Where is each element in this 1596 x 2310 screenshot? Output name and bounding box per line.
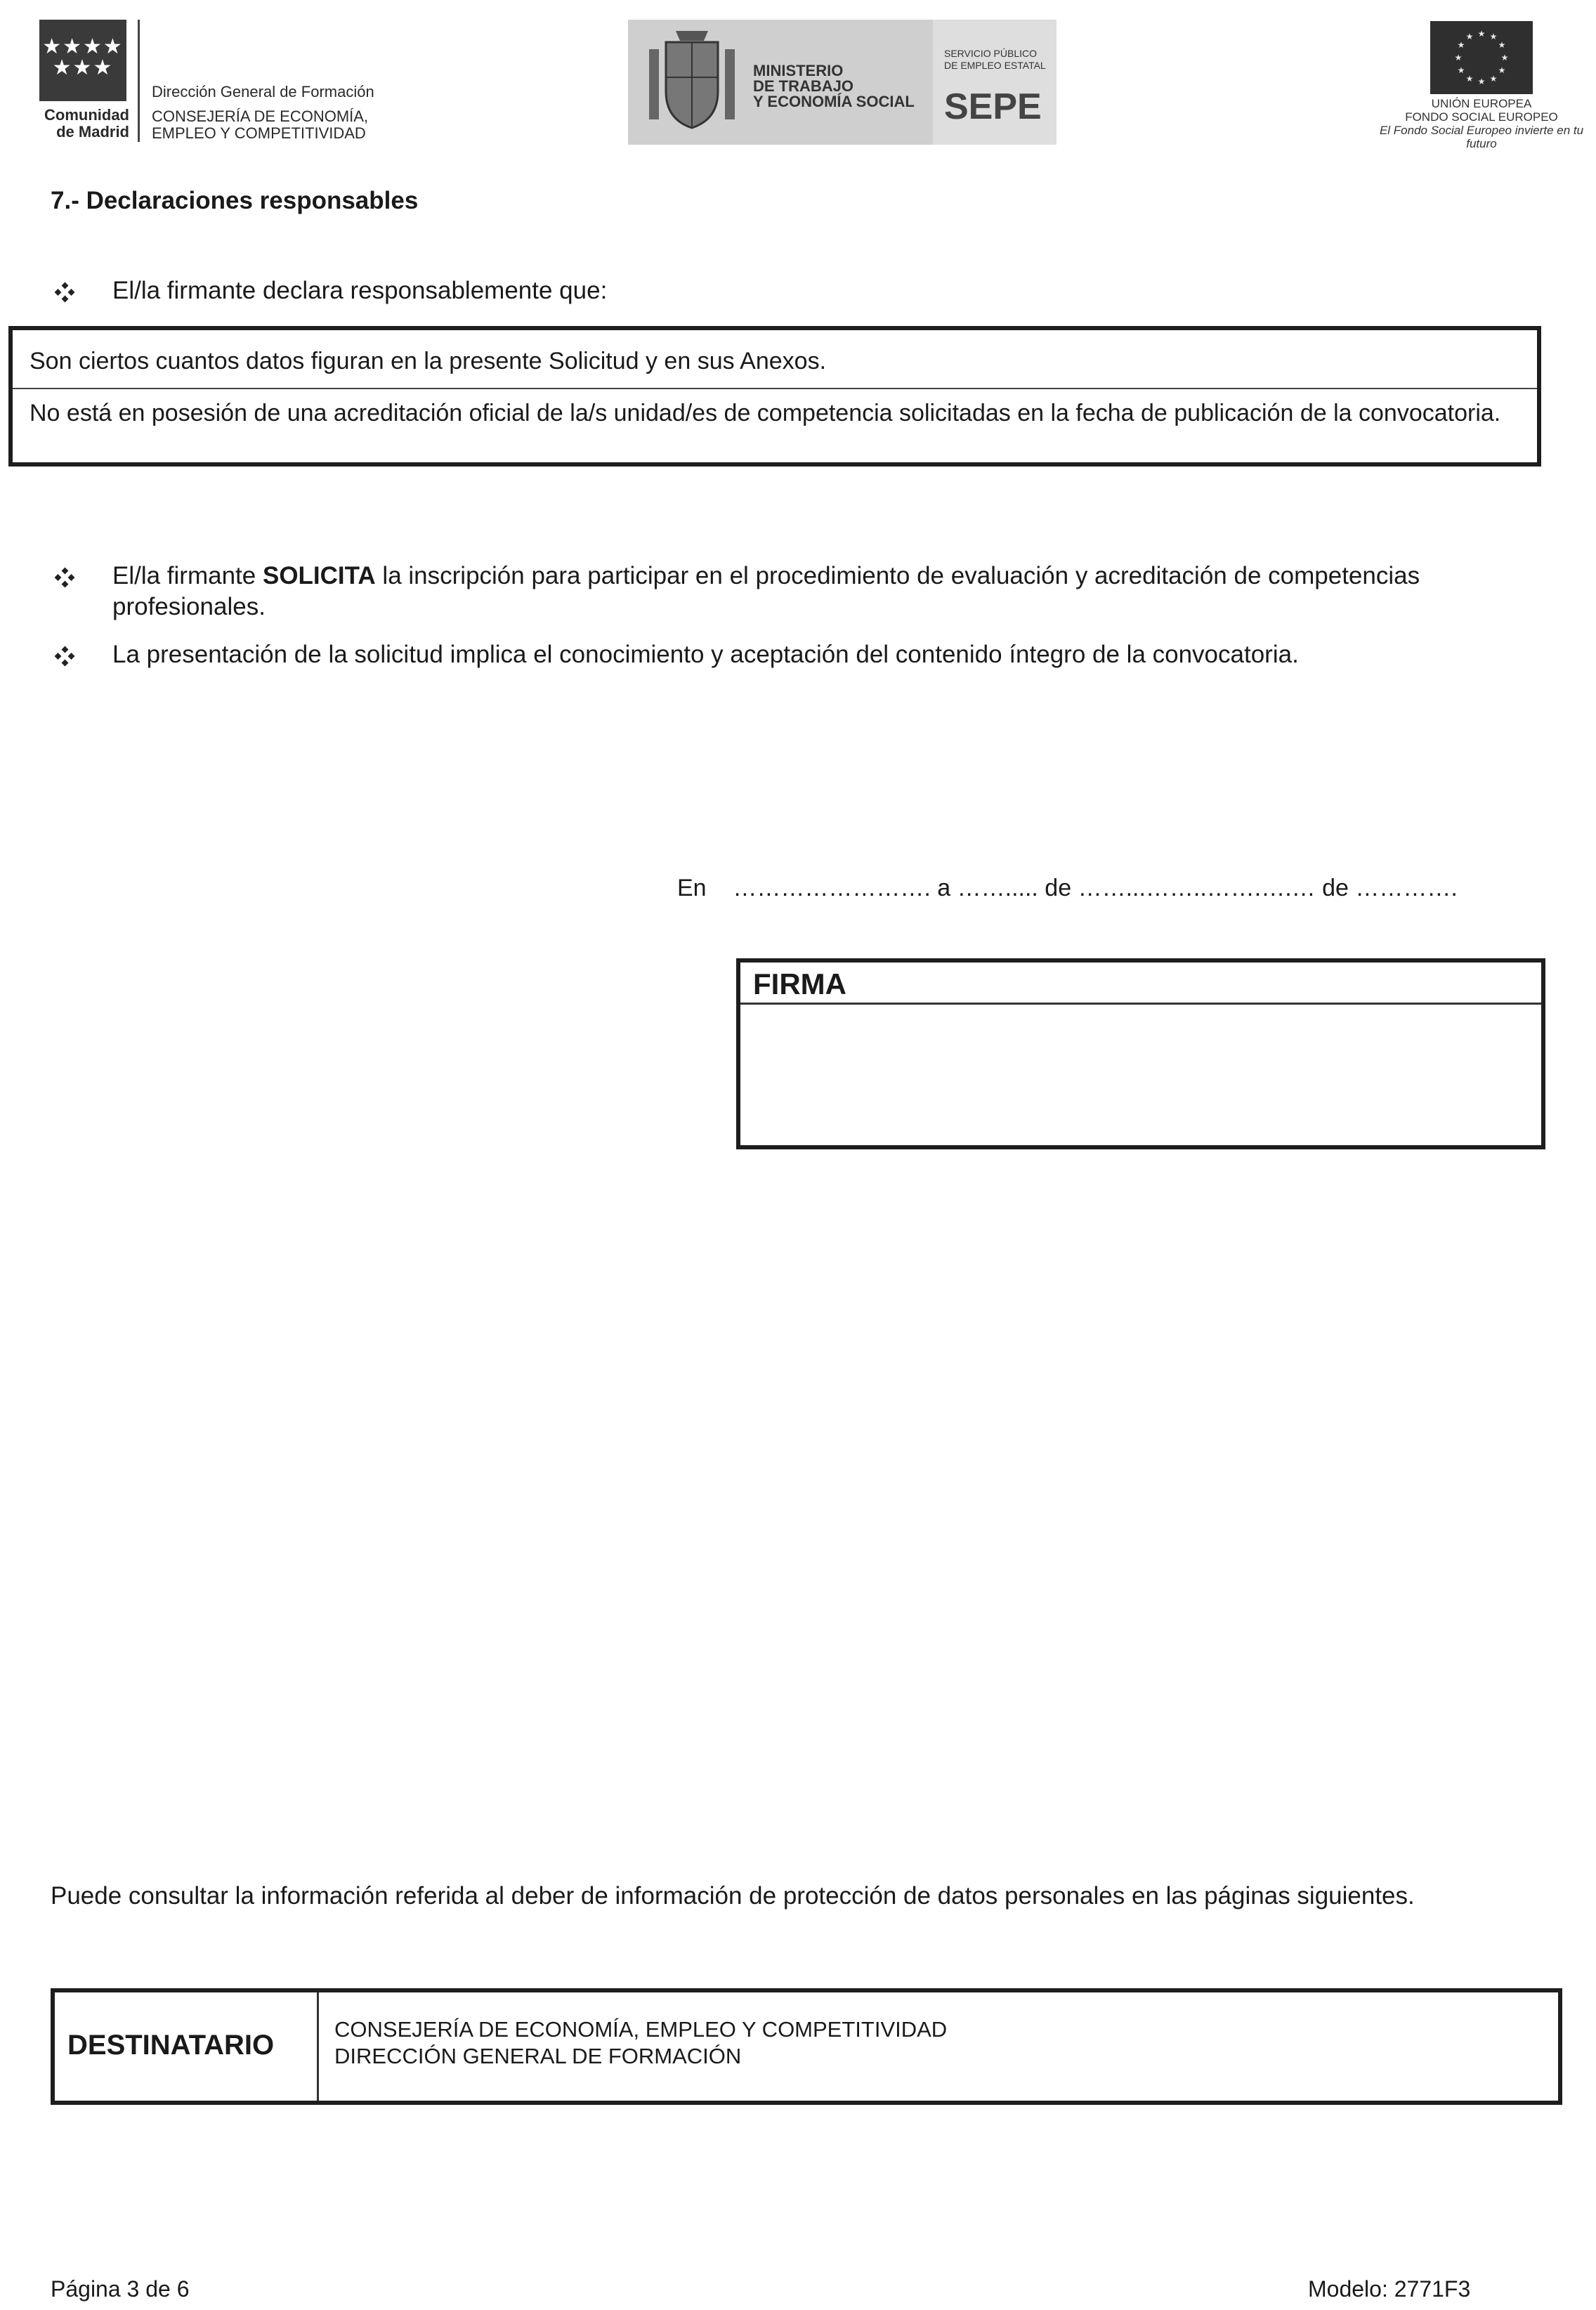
- recipient-address: CONSEJERÍA DE ECONOMÍA, EMPLEO Y COMPETITIVIDAD DIRECCIÓN GENERAL DE FORMACIÓN: [334, 2017, 948, 2068]
- declaration-row: Son ciertos cuantos datos figuran en la presente Solicitud y en sus Anexos.: [13, 330, 1537, 389]
- page-number: Página 3 de 6: [51, 2276, 190, 2302]
- section-title: 7.- Declaraciones responsables: [51, 187, 419, 214]
- diamond-bullet-icon: [52, 565, 77, 590]
- signature-label: FIRMA: [740, 962, 1541, 1005]
- sepe-acronym: SEPE: [944, 86, 1042, 127]
- signature-box[interactable]: [736, 958, 1545, 1149]
- diamond-bullet-icon: [52, 280, 77, 305]
- acceptance-statement: La presentación de la solicitud implica el conocimiento y aceptación del contenido íntegro de la convocatoria.: [112, 641, 1299, 668]
- svg-text:★: ★: [1457, 40, 1465, 50]
- form-model-code: Modelo: 2771F3: [1308, 2276, 1471, 2302]
- eu-fund-caption: UNIÓN EUROPEA FONDO SOCIAL EUROPEO El Fondo Social Europeo invierte en tu futuro: [1379, 97, 1584, 150]
- svg-text:★: ★: [1498, 65, 1506, 75]
- svg-text:★: ★: [1477, 29, 1486, 39]
- comunidad-madrid-stars-icon: ★★★★ ★★★: [42, 35, 124, 79]
- request-statement: El/la firmante SOLICITA la inscripción para participar en el procedimiento de evaluación y acreditación de competencias profesionales.: [112, 562, 1420, 620]
- comunidad-madrid-name: Comunidad de Madrid: [44, 106, 129, 141]
- spain-coat-of-arms-icon: [645, 28, 739, 133]
- directorate-name: Dirección General de Formación: [152, 83, 374, 100]
- european-union-flag-icon: [1430, 21, 1533, 94]
- ministry-name: MINISTERIO DE TRABAJO Y ECONOMÍA SOCIAL: [753, 62, 915, 110]
- svg-text:★: ★: [1489, 74, 1498, 84]
- svg-text:★: ★: [1465, 32, 1474, 41]
- svg-text:★: ★: [1489, 32, 1498, 41]
- svg-text:★: ★: [1498, 40, 1506, 50]
- sepe-full-name: SERVICIO PÚBLICO DE EMPLEO ESTATAL: [944, 48, 1046, 71]
- declarations-table: [8, 326, 1541, 466]
- declaration-intro: El/la firmante declara responsablemente que:: [112, 277, 608, 304]
- declaration-row: No está en posesión de una acreditación oficial de la/s unidad/es de competencia solicitadas en la fecha de publicación de la convocatoria.: [30, 400, 1501, 426]
- privacy-note: Puede consultar la información referida al deber de información de protección de datos personales en las páginas siguientes.: [51, 1882, 1415, 1910]
- diamond-bullet-icon: [52, 644, 77, 669]
- department-name: CONSEJERÍA DE ECONOMÍA, EMPLEO Y COMPETITIVIDAD: [152, 107, 369, 142]
- request-keyword: SOLICITA: [262, 562, 376, 589]
- recipient-label: DESTINATARIO: [55, 1992, 319, 2101]
- svg-text:★: ★: [1454, 53, 1463, 63]
- recipient-table: [51, 1988, 1562, 2105]
- svg-text:★: ★: [1477, 77, 1486, 86]
- svg-text:★: ★: [1457, 65, 1465, 75]
- svg-text:★: ★: [1465, 74, 1474, 84]
- logo-divider: [138, 20, 140, 142]
- svg-text:★: ★: [1500, 53, 1509, 63]
- place-date-line[interactable]: En ……………………. a ……..... de ……...……..…….….… de ………….: [677, 875, 1458, 901]
